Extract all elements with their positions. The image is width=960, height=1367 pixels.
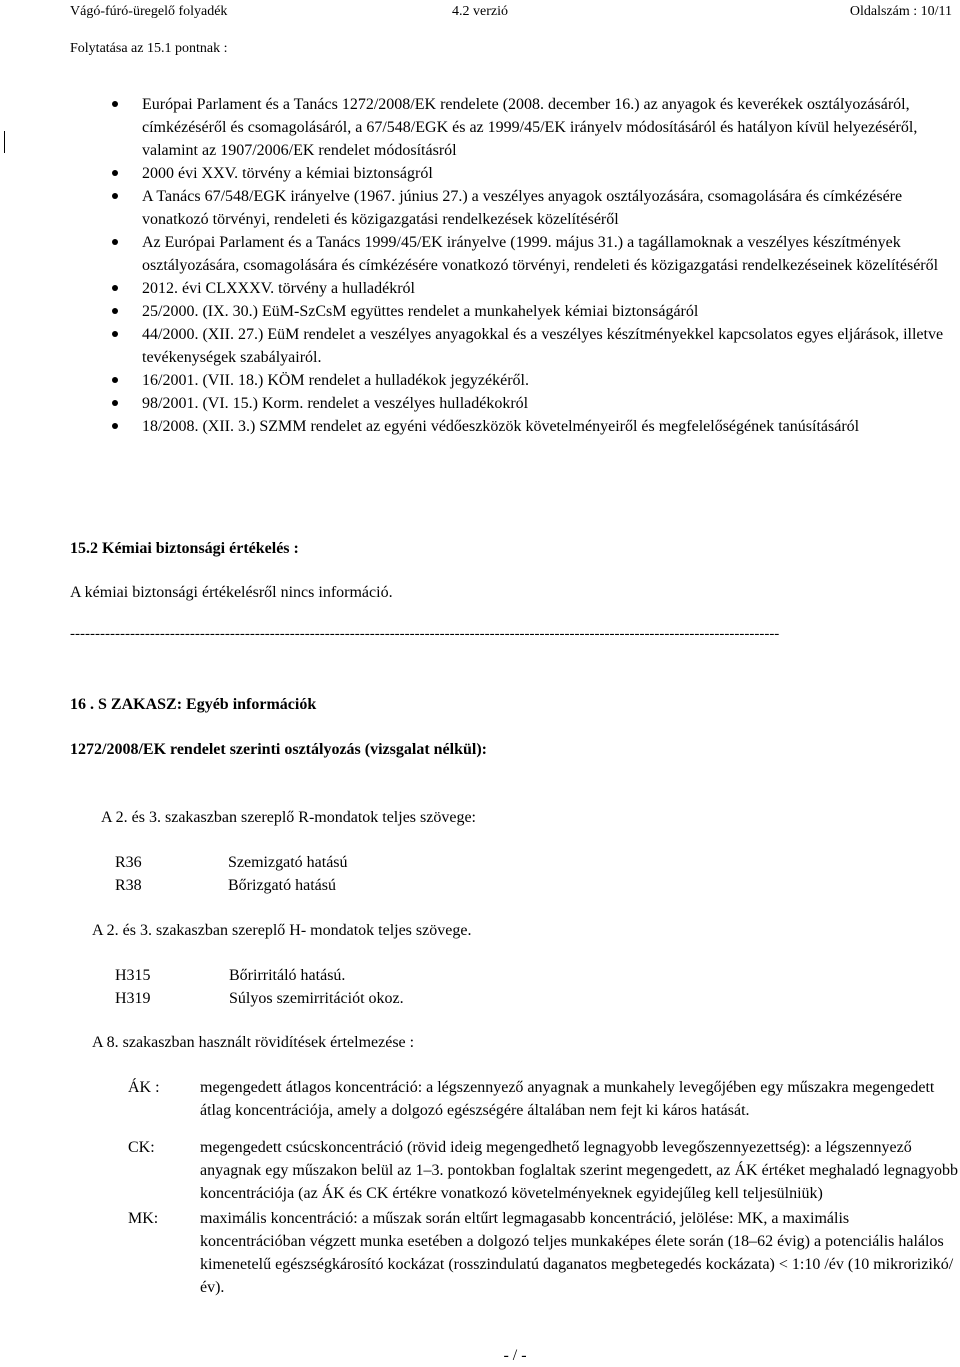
r-phrase-text: Bőrizgató hatású [228, 877, 336, 894]
abbreviations-intro: A 8. szakaszban használt rövidítések értelmezése : [92, 1034, 415, 1051]
page-number: Oldalszám : 10/11 [849, 4, 952, 19]
h-phrase-text: Bőrirritáló hatású. [229, 967, 346, 984]
r-phrases-intro: A 2. és 3. szakaszban szereplő R-mondatok teljes szövege: [101, 809, 476, 826]
section-15-2-text: A kémiai biztonsági értékelésről nincs információ. [70, 584, 393, 601]
abbreviation-item [128, 1076, 958, 1122]
abbreviation-item [128, 1136, 958, 1205]
section-15-2-heading: 15.2 Kémiai biztonsági értékelés : [70, 540, 299, 557]
product-name: Vágó-fúró-üregelő folyadék [70, 4, 228, 19]
h-phrase-code: H319 [115, 990, 151, 1007]
section-16-heading: 16 . S ZAKASZ: Egyéb információk [70, 696, 317, 713]
abbreviation-list [128, 1076, 958, 1313]
h-phrases-intro: A 2. és 3. szakaszban szereplő H- mondatok teljes szövege. [92, 922, 472, 939]
abbreviation-term: CK: [128, 1139, 155, 1156]
page-footer: - / - [503, 1347, 527, 1364]
list-item: 16/2001. (VII. 18.) KÖM rendelet a hulladékok jegyzékéről. [112, 369, 952, 392]
list-item: 2012. évi CLXXXV. törvény a hulladékról [112, 277, 952, 300]
abbreviation-definition: megengedett átlagos koncentráció: a légszennyező anyagnak a munkahely levegőjében egy műszakra megengedett átlag koncentrációja, amely a dolgozó egészségére általában nem fejt ki káros hatását. [200, 1079, 935, 1119]
abbreviation-term: MK: [128, 1210, 159, 1227]
h-phrase-text: Súlyos szemirritációt okoz. [229, 990, 404, 1007]
abbreviation-definition: maximális koncentráció: a műszak során eltűrt legmagasabb koncentráció, jelölése: MK, a maximális koncentrációban végzett munka esetében a dolgozó teljes munkaképes élete során (18–62 évig) a potenciális halálos kimenetelű egészségkárosító kockázat (rosszindulatú daganatos megbetegedés kockázata) < 1:10 /év (10 mikrorizikó/év). [200, 1210, 954, 1296]
change-bar [4, 131, 5, 153]
section-divider: ---------------------------------------------------------------------------------------------------------------------------------------------- [70, 626, 780, 642]
regulation-list [112, 93, 952, 438]
list-item: 25/2000. (IX. 30.) EüM-SzCsM együttes rendelet a munkahelyek kémiai biztonságáról [112, 300, 952, 323]
list-item: 98/2001. (VI. 15.) Korm. rendelet a veszélyes hulladékokról [112, 392, 952, 415]
abbreviation-item [128, 1207, 958, 1299]
list-item: Európai Parlament és a Tanács 1272/2008/EK rendelete (2008. december 16.) az anyagok és keverékek osztályozásáról, címkézéséről és csomagolásáról, a 67/548/EGK és az 1999/45/EK irányelv módosításáról és hatályon kívül helyezéséről, valamint az 1907/2006/EK rendelet módosításról [112, 93, 952, 162]
h-phrase-code: H315 [115, 967, 151, 984]
r-phrase-text: Szemizgató hatású [228, 854, 348, 871]
list-item: Az Európai Parlament és a Tanács 1999/45/EK irányelve (1999. május 31.) a tagállamoknak a veszélyes készítmények osztályozására, csomagolására és címkézésére vonatkozó törvényi, rendeleti és közigazgatási rendelkezéseinek közelítéséről [112, 231, 952, 277]
list-item: 44/2000. (XII. 27.) EüM rendelet a veszélyes anyagokkal és a veszélyes készítményekkel kapcsolatos egyes eljárások, illetve tevékenységek szabályairól. [112, 323, 952, 369]
list-item: 2000 évi XXV. törvény a kémiai biztonságról [112, 162, 952, 185]
list-item: 18/2008. (XII. 3.) SZMM rendelet az egyéni védőeszközök követelményeiről és megfelelőségének tanúsításáról [112, 415, 952, 438]
version-label: 4.2 verzió [452, 4, 508, 19]
r-phrase-code: R36 [115, 854, 142, 871]
list-item: A Tanács 67/548/EGK irányelve (1967. június 27.) a veszélyes anyagok osztályozására, csomagolására és címkézésére vonatkozó törvényi, rendeleti és közigazgatási rendelkezések közelítéséről [112, 185, 952, 231]
continuation-note: Folytatása az 15.1 pontnak : [70, 41, 228, 56]
r-phrase-code: R38 [115, 877, 142, 894]
abbreviation-term: ÁK : [128, 1079, 160, 1096]
abbreviation-definition: megengedett csúcskoncentráció (rövid ideig megengedhető legnagyobb levegőszennyezettség): a légszennyező anyagnak egy műszakon belül az 1–3. pontokban foglaltak szerint megengedett, az ÁK értéket meghaladó legnagyobb koncentrációja (az ÁK és CK értékre vonatkozó követelményeknek egyidejűleg kell teljesülniük) [200, 1139, 958, 1202]
classification-title: 1272/2008/EK rendelet szerinti osztályozás (vizsgalat nélkül): [70, 741, 487, 758]
